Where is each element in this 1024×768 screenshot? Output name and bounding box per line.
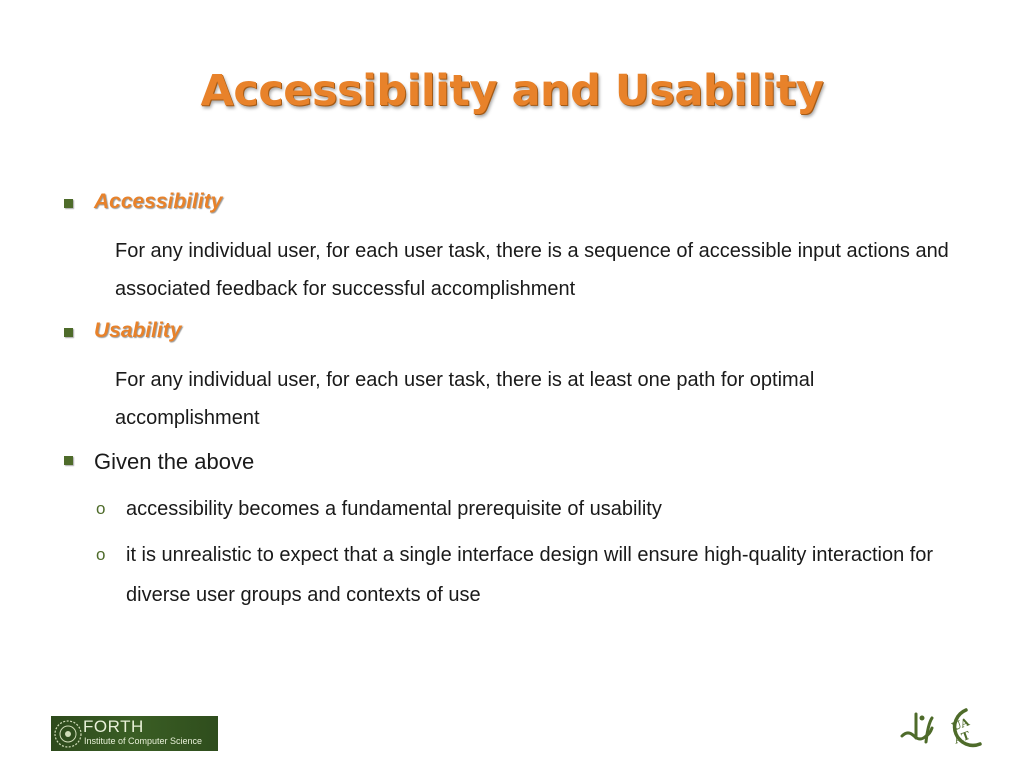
bullet-accessibility xyxy=(64,190,964,224)
sub-point xyxy=(64,535,964,615)
forth-name: FORTH xyxy=(83,717,144,736)
bullet-usability xyxy=(64,319,964,353)
definition-usability: For any individual user, for each user task, there is at least one path for optimal accomplishment xyxy=(115,369,815,429)
slide-content xyxy=(64,190,964,615)
circle-bullet-icon: o xyxy=(96,545,106,564)
term-accessibility: Accessibility xyxy=(94,190,223,213)
square-bullet-icon xyxy=(64,199,73,208)
forth-logo xyxy=(51,716,218,751)
given-heading: Given the above xyxy=(94,449,255,474)
square-bullet-icon xyxy=(64,456,73,465)
slide-title: Accessibility and Usability xyxy=(200,66,824,116)
forth-emblem-icon xyxy=(53,719,83,749)
circle-bullet-icon: o xyxy=(96,499,106,518)
sub-point-text: it is unrealistic to expect that a single interface design will ensure high-quality interaction for diverse user groups and contexts of use xyxy=(126,544,934,606)
hci-lab-logo xyxy=(898,704,986,752)
svg-text:AT: AT xyxy=(952,728,972,747)
forth-subtitle: Institute of Computer Science xyxy=(84,736,203,746)
sub-point xyxy=(64,489,964,529)
sub-point-text: accessibility becomes a fundamental prerequisite of usability xyxy=(126,498,662,520)
term-usability: Usability xyxy=(94,319,182,342)
svg-text:UA: UA xyxy=(949,715,972,734)
bullet-given xyxy=(64,449,964,485)
square-bullet-icon xyxy=(64,328,73,337)
definition-accessibility: For any individual user, for each user task, there is a sequence of accessible input actions and associated feedback for successful accomplishment xyxy=(115,240,949,300)
